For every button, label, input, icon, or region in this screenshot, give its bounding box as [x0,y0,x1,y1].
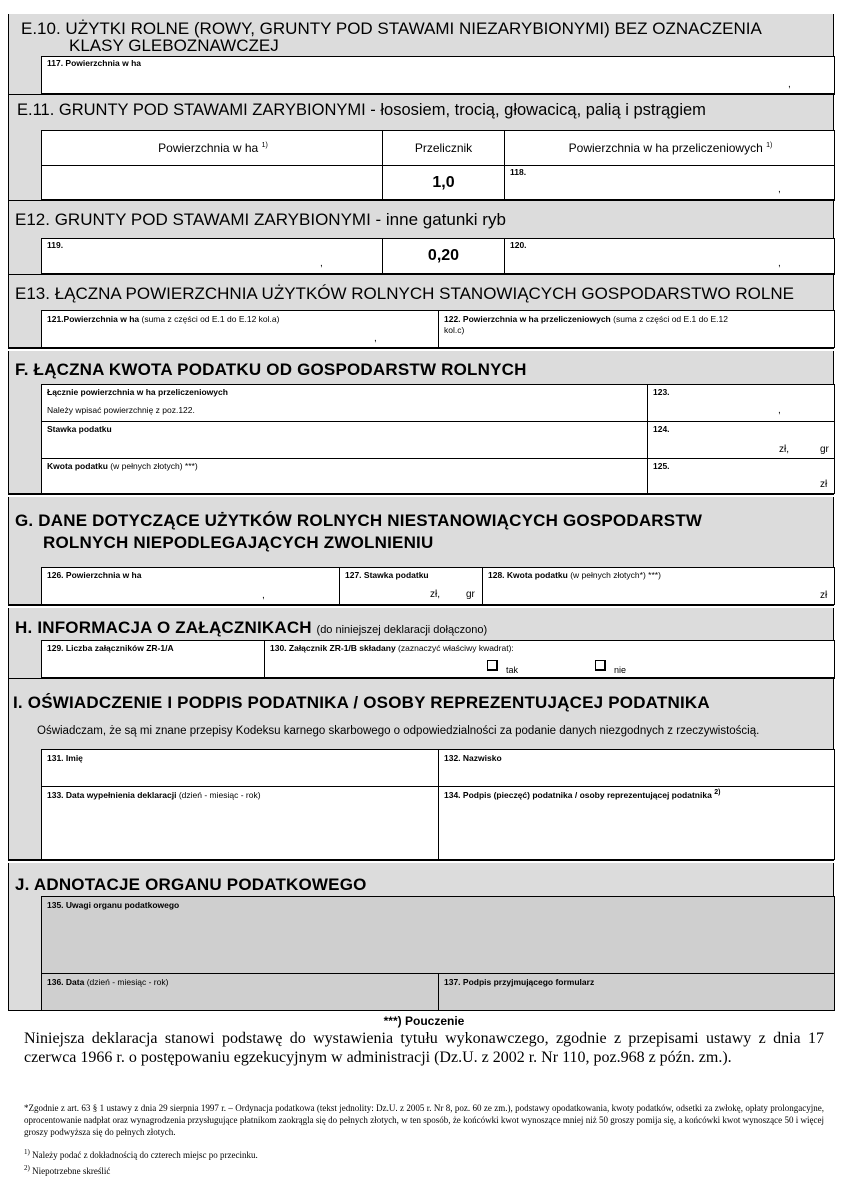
currency-zl: zł, [430,589,440,600]
field-128[interactable] [482,567,835,605]
e11-factor-cell [382,165,505,200]
field-127-label: 127. Stawka podatku [345,570,429,580]
field-126[interactable] [41,567,340,605]
field-129[interactable] [41,640,265,678]
field-124-label: 124. [653,424,670,434]
field-135-label: 135. Uwagi organu podatkowego [47,900,180,910]
field-125[interactable] [647,458,835,494]
footnote-star: *Zgodnie z art. 63 § 1 ustawy z dnia 29 sierpnia 1997 r. – Ordynacja podatkowa (tekst jednolity: Dz.U. z 2005 r. Nr 8, poz. 60 ze zm.), podstawy opodatkowania, kwoty podatków, odsetki za zwłokę, opłaty prolongacyjne, oprocentowanie nadpłat oraz wynagrodzenia przysługujące płatnikom zaokrągla się do pełnych złotych, w ten sposób, że końcówki kwot wynoszące mniej niż 50 groszy pomija się, a końcówki kwot wynoszące 50 i więcej groszy podwyższa się do pełnych złotych. [24,1103,824,1137]
section-e10-title: E.10. UŻYTKI ROLNE (ROWY, GRUNTY POD STAWAMI NIEZARYBIONYMI) BEZ OZNACZENIA [21,19,762,38]
checkbox-yes-label: tak [506,665,519,675]
field-122-note-cont: kol.c) [444,325,465,335]
field-123-label: 123. [653,387,670,397]
factor-value-1-0: 1,0 [432,174,455,191]
decimal-comma: , [788,79,791,90]
field-131-label: 131. Imię [47,753,83,763]
decimal-comma: , [778,258,781,269]
e11-header-converted [504,130,835,166]
footnote-2: $^{2)}$ Niepotrzebne skreślić [24,1164,111,1176]
field-118[interactable] [504,165,835,200]
section-e12 [8,200,834,274]
e11-header-factor [382,130,505,166]
field-133[interactable] [41,786,439,860]
section-e13 [8,274,834,348]
field-122[interactable] [438,310,835,348]
field-130-label: 130. Załącznik ZR-1/B składany (zaznaczyć właściwy kwadrat): [270,643,514,653]
field-135 [41,896,835,974]
field-121-label: 121.Powierzchnia w ha (suma z części od E.1 do E.12 kol.a) [47,314,280,324]
field-119[interactable] [41,238,383,274]
currency-zl: zł, [779,444,789,455]
section-h [8,608,834,678]
section-g [8,497,834,605]
section-i-title: I. OŚWIADCZENIE I PODPIS PODATNIKA / OSOBY REPREZENTUJĄCEJ PODATNIKA [13,693,710,712]
decimal-comma: , [320,258,323,269]
section-e10 [8,14,834,94]
section-i [8,678,834,860]
f-row1-label-cell [41,384,648,422]
field-131[interactable] [41,749,439,787]
f-row2-label: Stawka podatku [47,424,112,434]
currency-gr: gr [466,589,475,600]
field-118-label: 118. [510,167,527,177]
field-132[interactable] [438,749,835,787]
field-120[interactable] [504,238,835,274]
decimal-comma: , [374,333,377,344]
field-125-label: 125. [653,461,670,471]
decimal-comma: , [778,405,781,416]
section-e13-title: E13. ŁĄCZNA POWIERZCHNIA UŻYTKÓW ROLNYCH STANOWIĄCYCH GOSPODARSTWO ROLNE [15,284,794,303]
checkbox-yes[interactable] [487,660,498,671]
field-124[interactable] [647,421,835,459]
field-133-label: 133. Data wypełnienia deklaracji (dzień - miesiąc - rok) [47,790,261,800]
field-128-label: 128. Kwota podatku (w pełnych złotych*) ***) [488,570,661,580]
col-factor-header: Przelicznik [414,141,473,155]
section-j [8,863,834,1011]
f-row1-label: Łącznie powierzchnia w ha przeliczeniowych [47,387,228,397]
section-h-title: H. INFORMACJA O ZAŁĄCZNIKACH (do niniejszej deklaracji dołączono) [15,618,488,637]
section-f-title: F. ŁĄCZNA KWOTA PODATKU OD GOSPODARSTW ROLNYCH [15,360,527,379]
field-137 [438,973,835,1011]
declaration-statement: Oświadczam, że są mi znane przepisy Kodeksu karnego skarbowego o odpowiedzialności za podanie danych niezgodnych z rzeczywistością. [37,725,760,737]
section-g-title: G. DANE DOTYCZĄCE UŻYTKÓW ROLNYCH NIESTANOWIĄCYCH GOSPODARSTW [15,511,703,530]
field-136 [41,973,439,1011]
section-e11-title: E.11. GRUNTY POD STAWAMI ZARYBIONYMI - łososiem, trocią, głowacicą, palią i pstrągiem [17,101,706,119]
field-132-label: 132. Nazwisko [444,753,502,763]
footnote-mark: 1) [261,142,268,149]
decimal-comma: , [262,590,265,601]
decimal-comma: , [778,184,781,195]
field-127[interactable] [339,567,483,605]
field-130 [264,640,835,678]
field-117[interactable] [41,56,835,94]
section-f [8,351,834,494]
field-123[interactable] [647,384,835,422]
field-121[interactable] [41,310,439,348]
col-converted-header: Powierzchnia w ha przeliczeniowych [568,141,763,155]
f-row3-label-cell [41,458,648,494]
section-e12-title: E12. GRUNTY POD STAWAMI ZARYBIONYMI - inne gatunki ryb [15,210,506,229]
field-136-label: 136. Data (dzień - miesiąc - rok) [47,977,169,987]
field-122-label: 122. Powierzchnia w ha przeliczeniowych (suma z części od E.1 do E.12 [444,314,728,324]
currency-gr: gr [820,444,829,455]
e12-factor-cell [382,238,505,274]
f-row1-note: Należy wpisać powierzchnię z poz.122. [47,405,195,415]
field-117-label: 117. Powierzchnia w ha [47,58,142,68]
e11-area-input[interactable] [41,165,383,200]
checkbox-no[interactable] [595,660,606,671]
currency-zl: zł [820,590,828,601]
section-j-title: J. ADNOTACJE ORGANU PODATKOWEGO [15,875,367,894]
field-137-label: 137. Podpis przyjmującego formularz [444,977,595,987]
f-row3-label: Kwota podatku (w pełnych złotych) ***) [47,461,198,471]
field-126-label: 126. Powierzchnia w ha [47,570,142,580]
field-134[interactable] [438,786,835,860]
pouczenie-text: Niniejsza deklaracja stanowi podstawę do wystawienia tytułu wykonawczego, zgodnie z przepisami ustawy z dnia 17 czerwca 1966 r. o postępowaniu egzekucyjnym w administracji (Dz.U. z 2002 r. Nr 110, poz.968 z późn. zm.). [24,1030,824,1066]
field-120-label: 120. [510,240,527,250]
e11-header-area [41,130,383,166]
currency-zl: zł [820,479,828,490]
col-area-header: Powierzchnia w ha [158,141,259,155]
section-e11 [8,94,834,200]
checkbox-no-label: nie [614,665,627,675]
section-e10-title-line2: KLASY GLEBOZNAWCZEJ [69,36,279,55]
f-row2-label-cell [41,421,648,459]
field-119-label: 119. [47,240,64,250]
section-g-title-line2: ROLNYCH NIEPODLEGAJĄCYCH ZWOLNIENIU [43,533,434,552]
field-129-label: 129. Liczba załączników ZR-1/A [47,643,174,653]
footnote-1: $^{1)}$ Należy podać z dokładnością do czterech miejsc po przecinku. [24,1148,258,1160]
footnote-mark: 1) [766,142,773,149]
pouczenie-title: ***) Pouczenie [383,1014,465,1028]
factor-value-0-20: 0,20 [427,247,460,264]
field-134-label: 134. Podpis (pieczęć) podatnika / osoby reprezentującej podatnika $^{2)}$ [444,789,721,800]
